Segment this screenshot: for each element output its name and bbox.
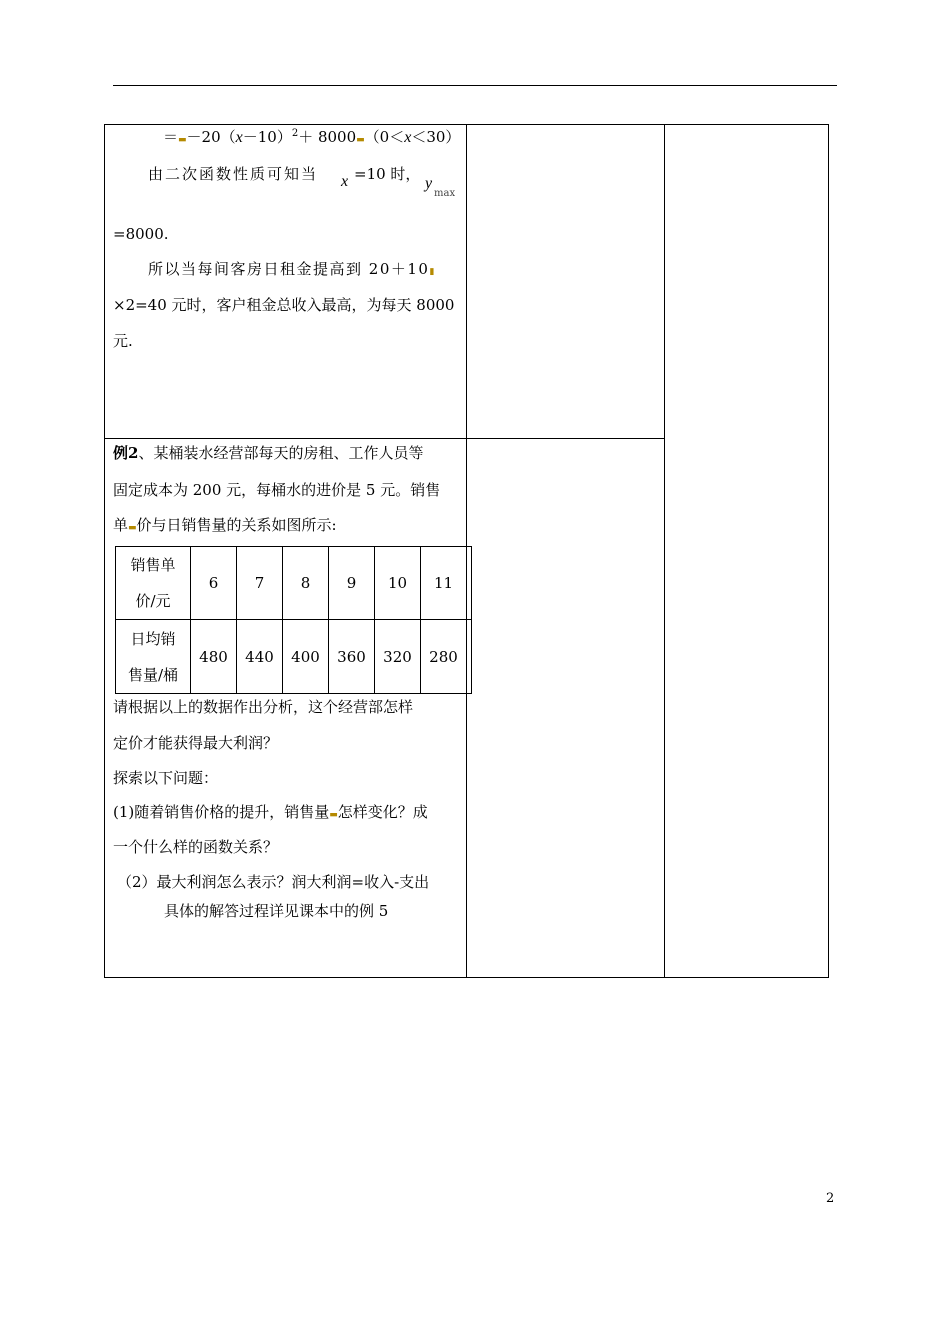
example-line-3: 单▬价与日销售量的关系如图所示: — [113, 516, 337, 534]
question-line-2: 定价才能获得最大利润？ — [113, 734, 279, 752]
table-cell: 6 — [191, 547, 237, 620]
variable-y: y — [425, 175, 433, 192]
table-cell: 11 — [421, 547, 467, 620]
ymax-value: =8000. — [113, 225, 169, 243]
table-header-cell: 日均销 售量/桶 — [116, 620, 191, 694]
table-cell: 440 — [237, 620, 283, 694]
table-cell — [467, 620, 472, 694]
property-text: 由二次函数性质可知当 — [148, 165, 319, 183]
table-header-cell: 销售单 价/元 — [116, 547, 191, 620]
table-cell: 7 — [237, 547, 283, 620]
table-cell — [467, 547, 472, 620]
explore-heading: 探索以下问题： — [113, 769, 219, 787]
table-cell: 9 — [329, 547, 375, 620]
table-cell: 10 — [375, 547, 421, 620]
table-row — [116, 620, 472, 694]
price-volume-table — [115, 546, 472, 694]
table-cell: 480 — [191, 620, 237, 694]
column-divider-2 — [664, 124, 665, 978]
example-line-2: 固定成本为 200 元，每桶水的进价是 5 元。销售 — [113, 481, 441, 499]
example-heading: 例2、某桶装水经营部每天的房租、工作人员等 — [113, 444, 424, 462]
variable-x: x — [341, 173, 349, 190]
row-divider — [104, 438, 665, 439]
reference-note: 具体的解答过程详见课本中的例 5 — [164, 902, 389, 920]
question-1-line-1: (1)随着销售价格的提升，销售量▬怎样变化？成 — [113, 803, 428, 821]
example-label: 例2 — [113, 444, 139, 462]
x-value-text: =10 时， — [354, 165, 421, 183]
table-row — [116, 547, 472, 620]
conclusion-line-1: 所以当每间客房日租金提高到 20＋10▮ — [148, 260, 436, 278]
page-number: 2 — [826, 1191, 835, 1206]
question-2: （2）最大利润怎么表示？润大利润=收入-支出 — [117, 873, 430, 891]
table-cell: 360 — [329, 620, 375, 694]
subscript-max: max — [434, 188, 456, 199]
question-line-1: 请根据以上的数据作出分析，这个经营部怎样 — [113, 698, 414, 716]
conclusion-line-3: 元. — [113, 332, 133, 350]
conclusion-line-2: ×2=40 元时，客户租金总收入最高，为每天 8000 — [113, 296, 455, 314]
header-rule — [113, 85, 837, 86]
table-cell: 320 — [375, 620, 421, 694]
table-cell: 8 — [283, 547, 329, 620]
formula-line: $=▬-20(x-10)^2+$ 8000▬（0＜x＜30） — [163, 128, 461, 146]
table-cell: 400 — [283, 620, 329, 694]
question-1-line-2: 一个什么样的函数关系？ — [113, 838, 279, 856]
table-cell: 280 — [421, 620, 467, 694]
